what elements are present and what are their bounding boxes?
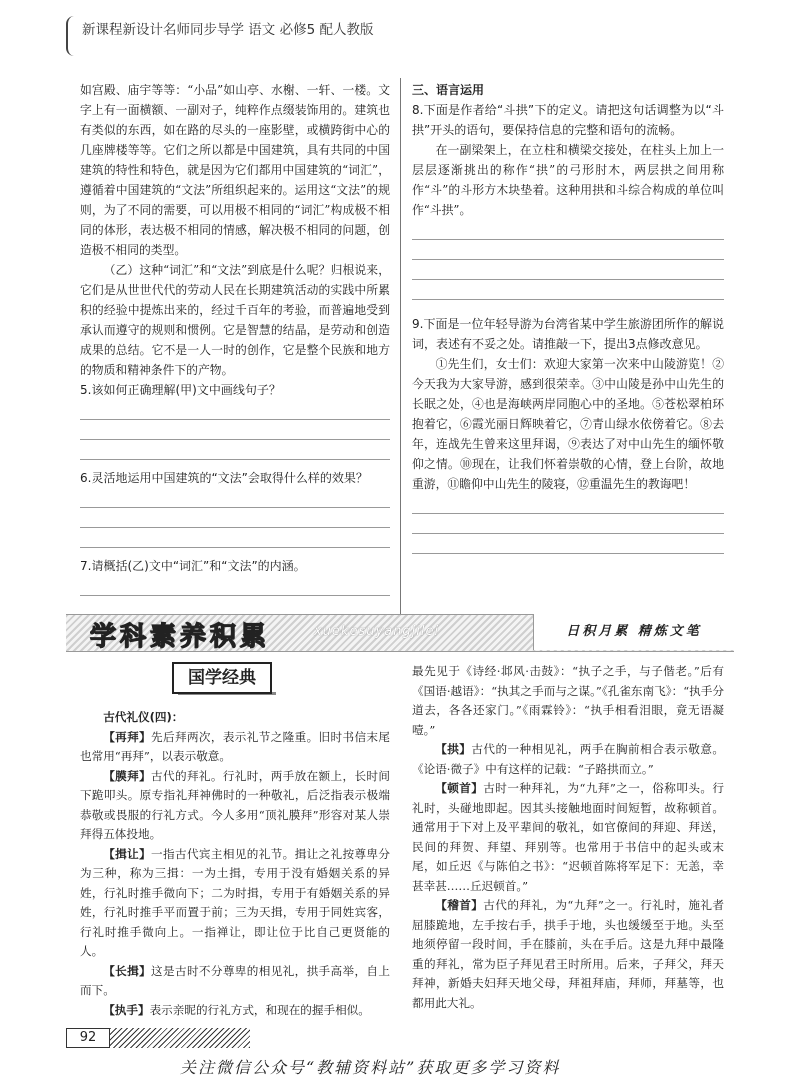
question-5: 5.该如何正确理解(甲)文中画线句子？ <box>80 383 281 397</box>
entry-text: 古代的拜礼。行礼时，两手放在额上，长时间下跪叩头。原专指礼拜神佛时的一种敬礼，后泛指表示极端恭敬或畏服的行礼方式。今人多用“顶礼膜拜”形容对某人崇拜得五体投地。 <box>80 768 390 841</box>
entry-text: 表示亲昵的行礼方式，和现在的握手相似。 <box>149 1002 370 1017</box>
answer-line[interactable] <box>412 534 724 554</box>
header-bracket <box>66 16 76 56</box>
answer-line[interactable] <box>412 280 724 300</box>
page-number: 92 <box>66 1028 110 1048</box>
entry-term: 【稽首】 <box>435 898 484 912</box>
question-7: 7.请概括(乙)文中“词汇”和“文法”的内涵。 <box>80 559 306 573</box>
entry-text: 古代的拜礼，为“九拜”之一。行礼时，施礼者屈膝跪地，左手按右手，拱手于地，头也缓缓至于地。头至地须停留一段时间，手在膝前，头在手后。这是九拜中最隆重的拜礼，常为臣子拜见君王时所用。后来，子拜父，拜天拜神，新婚夫妇拜天地父母，拜祖拜庙，拜师，拜墓等，也都用此大礼。 <box>412 898 724 1010</box>
question-6: 6.灵活地运用中国建筑的“文法”会取得什么样的效果？ <box>80 471 368 485</box>
entry-text: 先后拜两次，表示礼节之隆重。旧时书信末尾也常用“再拜”，以表示敬意。 <box>80 729 390 763</box>
entry-term: 【揖让】 <box>103 846 152 861</box>
entry-text: 这是古时不分尊卑的相见礼，拱手高举，自上而下。 <box>80 963 390 997</box>
page-number-stripes <box>110 1028 250 1048</box>
answer-line[interactable] <box>80 528 390 548</box>
entry-term: 【顿首】 <box>435 781 484 795</box>
classics-right <box>412 662 724 1013</box>
entry <box>412 896 724 1013</box>
answer-line[interactable] <box>80 420 390 440</box>
entry <box>80 962 390 1001</box>
entry-text: 古时一种拜礼，为“九拜”之一，俗称叩头。行礼时，头碰地即起。因其头接触地面时间短暂，故称顿首。通常用于下对上及平辈间的敬礼，如官僚间的拜迎、拜送，民间的拜贺、拜望、拜别等。也常用于书信中的起头或末尾，如丘迟《与陈伯之书》：“迟顿首陈将军足下：无恙，幸甚幸甚……丘迟顿首。” <box>412 781 724 893</box>
entry-text: 一指古代宾主相见的礼节。揖让之礼按尊卑分为三种，称为三揖：一为土揖，专用于没有婚姻关系的异姓，行礼时推手微向下；二为时揖，专用于有婚姻关系的异姓，行礼时推手平而置于前；三为天揖，专用于同姓宾客，行礼时推手微向上。一指禅让，即让位于比自己更贤能的人。 <box>80 846 390 958</box>
banner-title: 学科素养积累 <box>90 622 271 652</box>
answer-line[interactable] <box>80 440 390 460</box>
classics-box-title: 国学经典 <box>172 662 272 694</box>
entry-term: 【执手】 <box>103 1002 150 1017</box>
entry <box>80 728 390 767</box>
entry-term: 【拱】 <box>435 742 472 756</box>
entry <box>412 740 724 779</box>
answer-line[interactable] <box>412 240 724 260</box>
answer-line[interactable] <box>80 508 390 528</box>
question-9: 9.下面是一位年轻导游为台湾省某中学生旅游团所作的解说词，表述有不妥之处。请推敲一下，提出3点修改意见。 <box>412 317 724 351</box>
answer-line[interactable] <box>80 596 390 616</box>
answer-line[interactable] <box>412 514 724 534</box>
question-8-text: 在一副梁架上，在立柱和横梁交接处，在柱头上加上一层层逐渐挑出的称作“拱”的弓形肘木，两层拱之间用称作“斗”的斗形方木块垫着。这种用拱和斗综合构成的单位叫作“斗拱”。 <box>412 143 724 217</box>
banner-pinyin: xuekesuyangjilei <box>314 624 440 639</box>
entry-term: 【膜拜】 <box>103 768 152 783</box>
entry <box>80 1001 390 1021</box>
classics-subtitle: 古代礼仪(四)： <box>103 710 184 724</box>
entry <box>80 845 390 962</box>
column-divider <box>400 78 401 618</box>
answer-line[interactable] <box>80 400 390 420</box>
section-title: 三、语言运用 <box>412 83 485 97</box>
footer-note: 关注微信公众号“教辅资料站”获取更多学习资料 <box>180 1058 561 1077</box>
answer-line[interactable] <box>80 488 390 508</box>
right-column <box>412 80 724 554</box>
entry <box>412 779 724 896</box>
answer-line[interactable] <box>80 576 390 596</box>
passage-paragraph-2: （乙）这种“词汇”和“文法”到底是什么呢？归根说来，它们是从世世代代的劳动人民在长期建筑活动的实践中所累积的经验中提炼出来的，经过千百年的考验，而普遍地受到承认而遵守的规则和惯例。它是智慧的结晶，是劳动和创造成果的总结。它不是一人一时的创作，它是整个民族和地方的物质和精神条件下的产物。 <box>80 263 390 377</box>
question-8: 8.下面是作者给“斗拱”下的定义。请把这句话调整为以“斗拱”开头的语句，要保持信息的完整和语句的流畅。 <box>412 103 724 137</box>
answer-line[interactable] <box>412 220 724 240</box>
entry-term: 【长揖】 <box>103 963 152 978</box>
answer-line[interactable] <box>412 494 724 514</box>
left-column <box>80 80 390 636</box>
banner-motto: 日积月累 精炼文笔 <box>533 614 734 650</box>
entry <box>80 767 390 845</box>
passage-paragraph-1: 如宫殿、庙宇等等：“小品”如山亭、水榭、一轩、一楼。文字上有一面横额、一副对子，纯粹作点缀装饰用的。建筑也有类似的东西，如在路的尽头的一座影壁，或横跨街中心的几座牌楼等等。它们之所以都是中国建筑，具有共同的中国建筑的特性和特色，就是因为它们都用中国建筑的“词汇”，遵循着中国建筑的“文法”所组织起来的。运用这“文法”的规则，为了不同的需要，可以用极不相同的“词汇”构成极不相同的体形，表达极不相同的情感，解决极不相同的问题，创造极不相同的类型。 <box>80 83 390 257</box>
running-header: 新课程新设计名师同步导学 语文 必修5 配人教版 <box>82 22 374 38</box>
section-banner <box>66 614 734 650</box>
classics-left <box>80 708 390 1020</box>
entry-continuation: 最先见于《诗经·邶风·击鼓》：“执子之手，与子偕老。”后有《国语·越语》：“执其之手而与之谋。”《孔雀东南飞》：“执手分道去，各各还家门。”《雨霖铃》：“执手相看泪眼，竟无语凝噎。” <box>412 664 724 737</box>
entry-term: 【再拜】 <box>103 729 152 744</box>
answer-line[interactable] <box>412 260 724 280</box>
question-9-text: ①先生们，女士们：欢迎大家第一次来中山陵游览！②今天我为大家导游，感到很荣幸。③中山陵是孙中山先生的长眠之处，④也是海峡两岸同胞心中的圣地。⑤苍松翠柏环抱着它，⑥霞光丽日辉映着它，⑦青山绿水依傍着它。⑧去年，连战先生曾来这里拜谒，⑨表达了对中山先生的缅怀敬仰之情。⑩现在，让我们怀着崇敬的心情，登上台阶，故地重游，⑪瞻仰中山先生的陵寝，⑫重温先生的教诲吧！ <box>412 357 724 491</box>
entry-text: 古代的一种相见礼，两手在胸前相合表示敬意。《论语·微子》中有这样的记载：“子路拱而立。” <box>412 742 724 776</box>
